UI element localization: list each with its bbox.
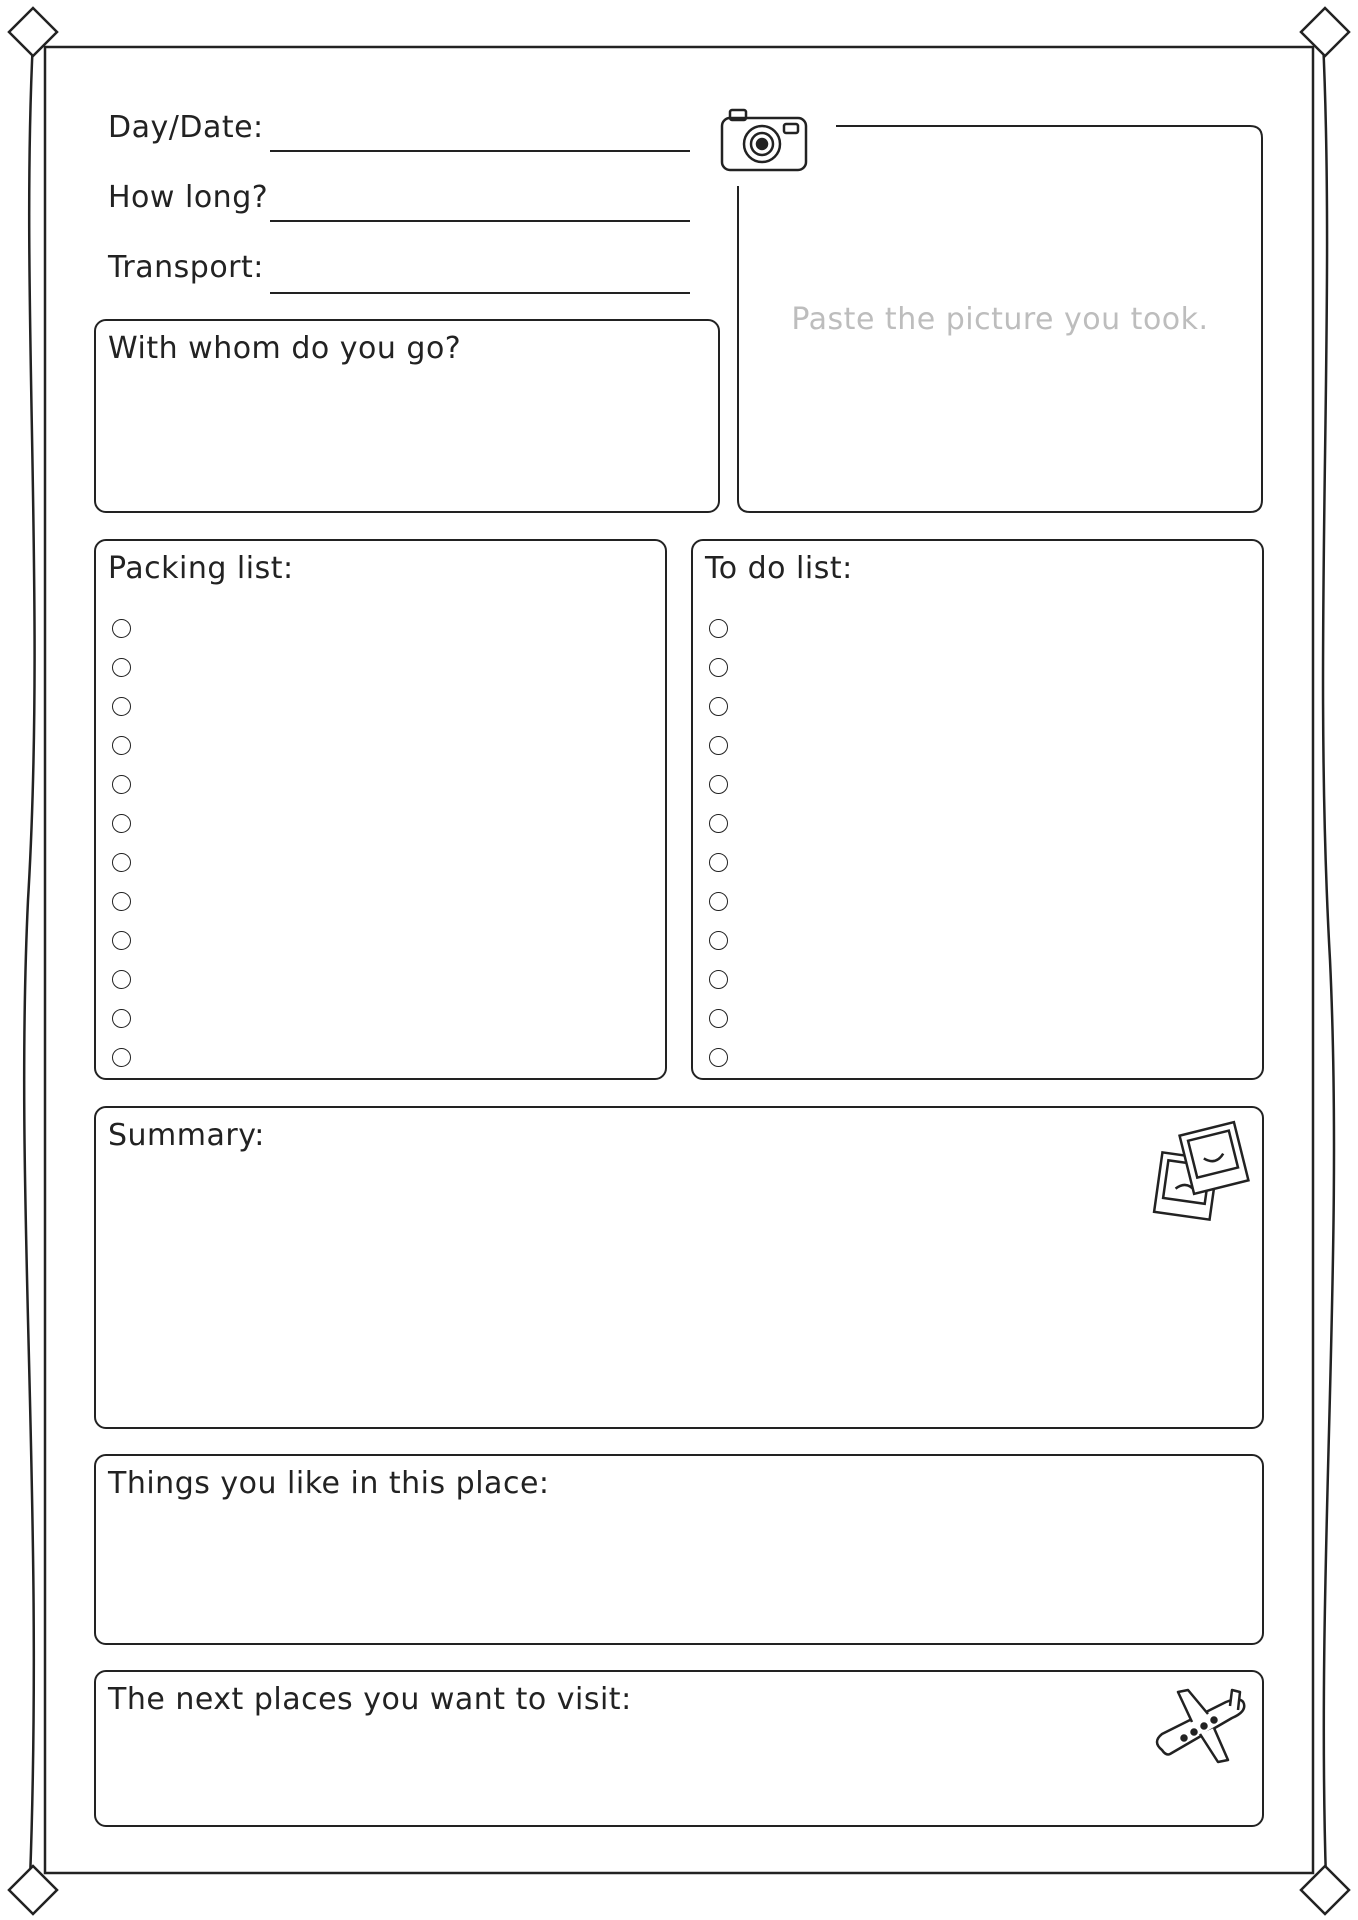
next-places-title: The next places you want to visit: — [108, 1682, 632, 1717]
checkbox-circle[interactable] — [709, 970, 728, 989]
checklist-item[interactable] — [112, 687, 131, 726]
summary-box[interactable] — [94, 1106, 1264, 1429]
checkbox-circle[interactable] — [709, 892, 728, 911]
checklist-item[interactable] — [709, 804, 728, 843]
checklist-item[interactable] — [709, 882, 728, 921]
packing-list-title: Packing list: — [108, 551, 294, 586]
day-date-line[interactable] — [270, 150, 690, 152]
checklist-item[interactable] — [112, 648, 131, 687]
checkbox-circle[interactable] — [112, 1048, 131, 1067]
checklist-item[interactable] — [112, 921, 131, 960]
checkbox-circle[interactable] — [112, 931, 131, 950]
packing-list-box — [94, 539, 667, 1080]
checklist-item[interactable] — [709, 648, 728, 687]
checkbox-circle[interactable] — [709, 1048, 728, 1067]
checklist-item[interactable] — [112, 999, 131, 1038]
checklist-item[interactable] — [112, 804, 131, 843]
photo-area[interactable] — [738, 126, 1262, 512]
checklist-item[interactable] — [709, 609, 728, 648]
checklist-item[interactable] — [112, 882, 131, 921]
camera-icon — [718, 104, 814, 176]
checkbox-circle[interactable] — [709, 1009, 728, 1028]
checkbox-circle[interactable] — [112, 658, 131, 677]
checklist-item[interactable] — [112, 843, 131, 882]
checkbox-circle[interactable] — [112, 853, 131, 872]
checklist-item[interactable] — [709, 999, 728, 1038]
checkbox-circle[interactable] — [112, 1009, 131, 1028]
todo-list-title: To do list: — [705, 551, 853, 586]
checkbox-circle[interactable] — [112, 736, 131, 755]
packing-checklist — [112, 609, 131, 1077]
todo-checklist — [709, 609, 728, 1077]
checklist-item[interactable] — [709, 921, 728, 960]
checklist-item[interactable] — [112, 960, 131, 999]
checkbox-circle[interactable] — [112, 619, 131, 638]
checklist-item[interactable] — [112, 726, 131, 765]
things-you-like-title: Things you like in this place: — [108, 1466, 550, 1501]
with-whom-label: With whom do you go? — [108, 331, 462, 366]
photos-icon — [1152, 1118, 1252, 1230]
checklist-item[interactable] — [709, 960, 728, 999]
checklist-item[interactable] — [709, 843, 728, 882]
checkbox-circle[interactable] — [112, 814, 131, 833]
checkbox-circle[interactable] — [709, 736, 728, 755]
day-date-label: Day/Date: — [108, 110, 264, 145]
checklist-item[interactable] — [112, 765, 131, 804]
checkbox-circle[interactable] — [112, 970, 131, 989]
transport-line[interactable] — [270, 292, 690, 294]
transport-label: Transport: — [108, 250, 264, 285]
things-you-like-box[interactable] — [94, 1454, 1264, 1645]
checkbox-circle[interactable] — [709, 814, 728, 833]
with-whom-box[interactable] — [94, 319, 720, 513]
checklist-item[interactable] — [112, 609, 131, 648]
checkbox-circle[interactable] — [112, 775, 131, 794]
checkbox-circle[interactable] — [709, 775, 728, 794]
todo-list-box — [691, 539, 1264, 1080]
checklist-item[interactable] — [709, 1038, 728, 1077]
checklist-item[interactable] — [709, 726, 728, 765]
summary-title: Summary: — [108, 1118, 265, 1153]
checkbox-circle[interactable] — [709, 697, 728, 716]
checkbox-circle[interactable] — [112, 697, 131, 716]
checkbox-circle[interactable] — [709, 931, 728, 950]
how-long-line[interactable] — [270, 220, 690, 222]
next-places-box[interactable] — [94, 1670, 1264, 1827]
how-long-label: How long? — [108, 180, 269, 215]
checkbox-circle[interactable] — [709, 853, 728, 872]
checklist-item[interactable] — [709, 687, 728, 726]
checkbox-circle[interactable] — [112, 892, 131, 911]
checklist-item[interactable] — [112, 1038, 131, 1077]
checklist-item[interactable] — [709, 765, 728, 804]
photo-placeholder: Paste the picture you took. — [791, 302, 1209, 337]
checkbox-circle[interactable] — [709, 619, 728, 638]
airplane-icon — [1148, 1684, 1252, 1772]
checkbox-circle[interactable] — [709, 658, 728, 677]
